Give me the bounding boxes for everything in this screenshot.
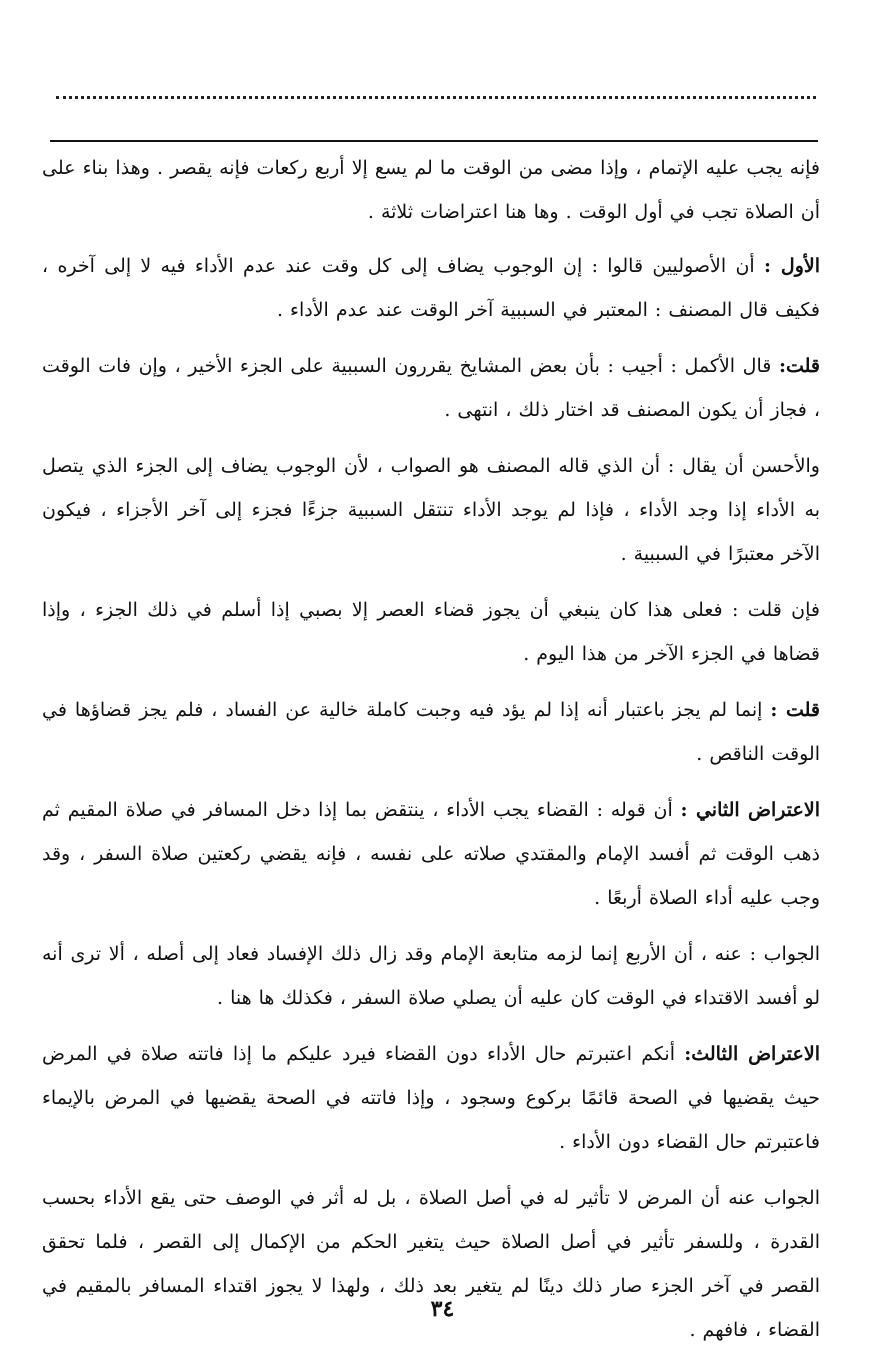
page-number: ٣٤ [430,1296,455,1322]
paragraph-text: أنكم اعتبرتم حال الأداء دون القضاء فيرد عليكم ما إذا فاتته صلاة في المرض حيث يقضيها في الصحة قائمًا بركوع وسجود ، وإذا فاتته في الصحة يقضيها في المرض بالإيماء فاعتبرتم حال القضاء دون الأداء . [42,1043,820,1153]
paragraph-text: فإن قلت : فعلى هذا كان ينبغي أن يجوز قضاء العصر إلا بصبي إذا أسلم في ذلك الجزء ، وإذا قضاها في الجزء الآخر من هذا اليوم . [42,599,820,665]
body-text [42,146,820,1364]
paragraph-text: الجواب عنه أن المرض لا تأثير له في أصل الصلاة ، بل له أثر في الوصف حتى يقع الأداء بحسب القدرة ، وللسفر تأثير في أصل الصلاة حيث يتغير الحكم من الإكمال إلى القصر ، فلما تحقق القصر في آخر الجزء صار ذلك دينًا لم يتغير بعد ذلك ، ولهذا لا يجوز اقتداء المسافر بالمقيم في القضاء ، فافهم . [42,1187,820,1341]
paragraph [42,146,820,234]
header-rule [50,140,818,142]
paragraph [42,1032,820,1164]
paragraph-text: قال الأكمل : أجيب : بأن بعض المشايخ يقررون السببية على الجزء الأخير ، وإن فات الوقت ، فجاز أن يكون المصنف قد اختار ذلك ، انتهى . [42,355,820,421]
paragraph [42,1176,820,1352]
paragraph-text: فإنه يجب عليه الإتمام ، وإذا مضى من الوقت ما لم يسع إلا أربع ركعات فإنه يقصر . وهذا بناء على أن الصلاة تجب في أول الوقت . وها هنا اعتراضات ثلاثة . [42,157,820,223]
paragraph [42,688,820,776]
paragraph [42,344,820,432]
paragraph-text: أن الأصوليين قالوا : إن الوجوب يضاف إلى كل وقت عند عدم الأداء فيه لا إلى آخره ، فكيف قال المصنف : المعتبر في السببية آخر الوقت عند عدم الأداء . [42,255,820,321]
paragraph-text: إنما لم يجز باعتبار أنه إذا لم يؤد فيه وجبت كاملة خالية عن الفساد ، فلم يجز قضاؤها في الوقت الناقص . [42,699,820,765]
paragraph [42,444,820,576]
paragraph-lead: قلت : [770,699,820,721]
paragraph-text: الجواب : عنه ، أن الأربع إنما لزمه متابعة الإمام وقد زال ذلك الإفساد فعاد إلى أصله ، ألا ترى أنه لو أفسد الاقتداء في الوقت كان عليه أن يصلي صلاة السفر ، فكذلك ها هنا . [42,943,820,1009]
paragraph-text: والأحسن أن يقال : أن الذي قاله المصنف هو الصواب ، لأن الوجوب يضاف إلى الجزء الذي يتصل به الأداء إذا وجد الأداء ، فإذا لم يوجد الأداء تنتقل السببية جزءًا فجزء إلى آخر الأجزاء ، فيكون الآخر معتبرًا في السببية . [42,455,820,565]
paragraph-text: أن قوله : القضاء يجب الأداء ، ينتقض بما إذا دخل المسافر في صلاة المقيم ثم ذهب الوقت ثم أفسد الإمام والمقتدي صلاته على نفسه ، فإنه يقضي ركعتين صلاة السفر ، وقد وجب عليه أداء الصلاة أربعًا . [42,799,820,909]
paragraph-lead: الاعتراض الثالث: [684,1043,820,1065]
paragraph [42,244,820,332]
paragraph [42,932,820,1020]
paragraph-lead: الأول : [764,255,820,277]
dotted-separator [56,96,816,102]
paragraph [42,588,820,676]
paragraph-lead: قلت: [778,355,820,377]
paragraph-lead: الاعتراض الثاني : [680,799,820,821]
paragraph [42,788,820,920]
